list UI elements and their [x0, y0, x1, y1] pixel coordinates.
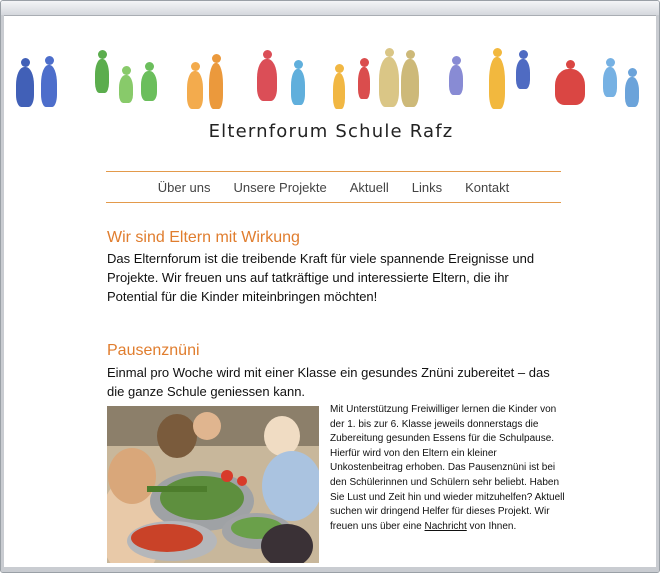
window-right-border — [656, 15, 659, 572]
kid-figure — [516, 59, 530, 89]
kid-figure — [625, 77, 639, 107]
kid-figure — [41, 65, 57, 107]
intro-heading: Wir sind Eltern mit Wirkung — [107, 229, 300, 246]
photo-illustration — [107, 406, 319, 563]
kid-figure — [449, 65, 463, 95]
site-title: Elternforum Schule Rafz — [208, 121, 454, 142]
main-navigation — [106, 171, 561, 203]
window-left-border — [1, 15, 4, 572]
nachricht-link[interactable]: Nachricht — [424, 520, 467, 532]
pausenznueni-body-suffix: von Ihnen. — [466, 520, 517, 532]
kid-figure — [95, 59, 109, 93]
nav-item-unsere-projekte[interactable]: Unsere Projekte — [233, 179, 327, 195]
kid-figure — [379, 57, 399, 107]
nav-item-kontakt[interactable]: Kontakt — [465, 179, 510, 195]
kid-figure — [603, 67, 617, 97]
kid-figure — [358, 67, 370, 99]
kid-figure — [333, 73, 345, 109]
kid-figure — [401, 59, 419, 107]
nav-item-aktuell[interactable]: Aktuell — [349, 179, 389, 195]
pausenznueni-heading: Pausenznüni — [107, 342, 200, 359]
kid-figure — [119, 75, 133, 103]
pausenznueni-body-text: Mit Unterstützung Freiwilliger lernen die Kinder von der 1. bis zur 6. Klasse jeweils donnerstags die Zubereitung gesunden Essens für die Schulpause. Hierfür wird von den Eltern ein kleiner Unkostenbeitrag erhoben. Das Pausenznüni ist bei den Schülerinnen und Schülern sehr beliebt. Haben Sie Lust und Zeit hin und wieder mitzuhelfen? Aktuell suchen wir dringend Helfer für dieses Projekt. Wir freuen uns über eine — [330, 404, 565, 532]
kids-banner-illustration — [11, 49, 651, 119]
kid-on-bicycle-figure — [555, 69, 585, 105]
kid-figure — [141, 71, 157, 101]
kid-figure — [209, 63, 223, 109]
nav-item-ueber-uns[interactable]: Über uns — [157, 179, 211, 195]
pausenznueni-body — [330, 403, 568, 534]
intro-text: Das Elternforum ist die treibende Kraft für viele spannende Ereignisse und Projekte. Wir freuen uns auf tatkräftige und interessierte Eltern, die ihr Potential für die Kinder miteinbringen möchten! — [107, 251, 535, 304]
pausenznueni-lead: Einmal pro Woche wird mit einer Klasse ein gesundes Znüni zubereitet – das die ganze Schule geniessen kann. — [107, 365, 550, 399]
window-top-bar — [1, 1, 659, 16]
kid-figure — [257, 59, 277, 101]
children-cooking-photo — [107, 406, 319, 563]
kid-figure — [16, 67, 34, 107]
nav-item-links[interactable]: Links — [411, 179, 443, 195]
kid-figure — [489, 57, 505, 109]
kid-figure — [291, 69, 305, 105]
window-bottom-border — [1, 567, 659, 572]
kid-figure — [187, 71, 203, 109]
